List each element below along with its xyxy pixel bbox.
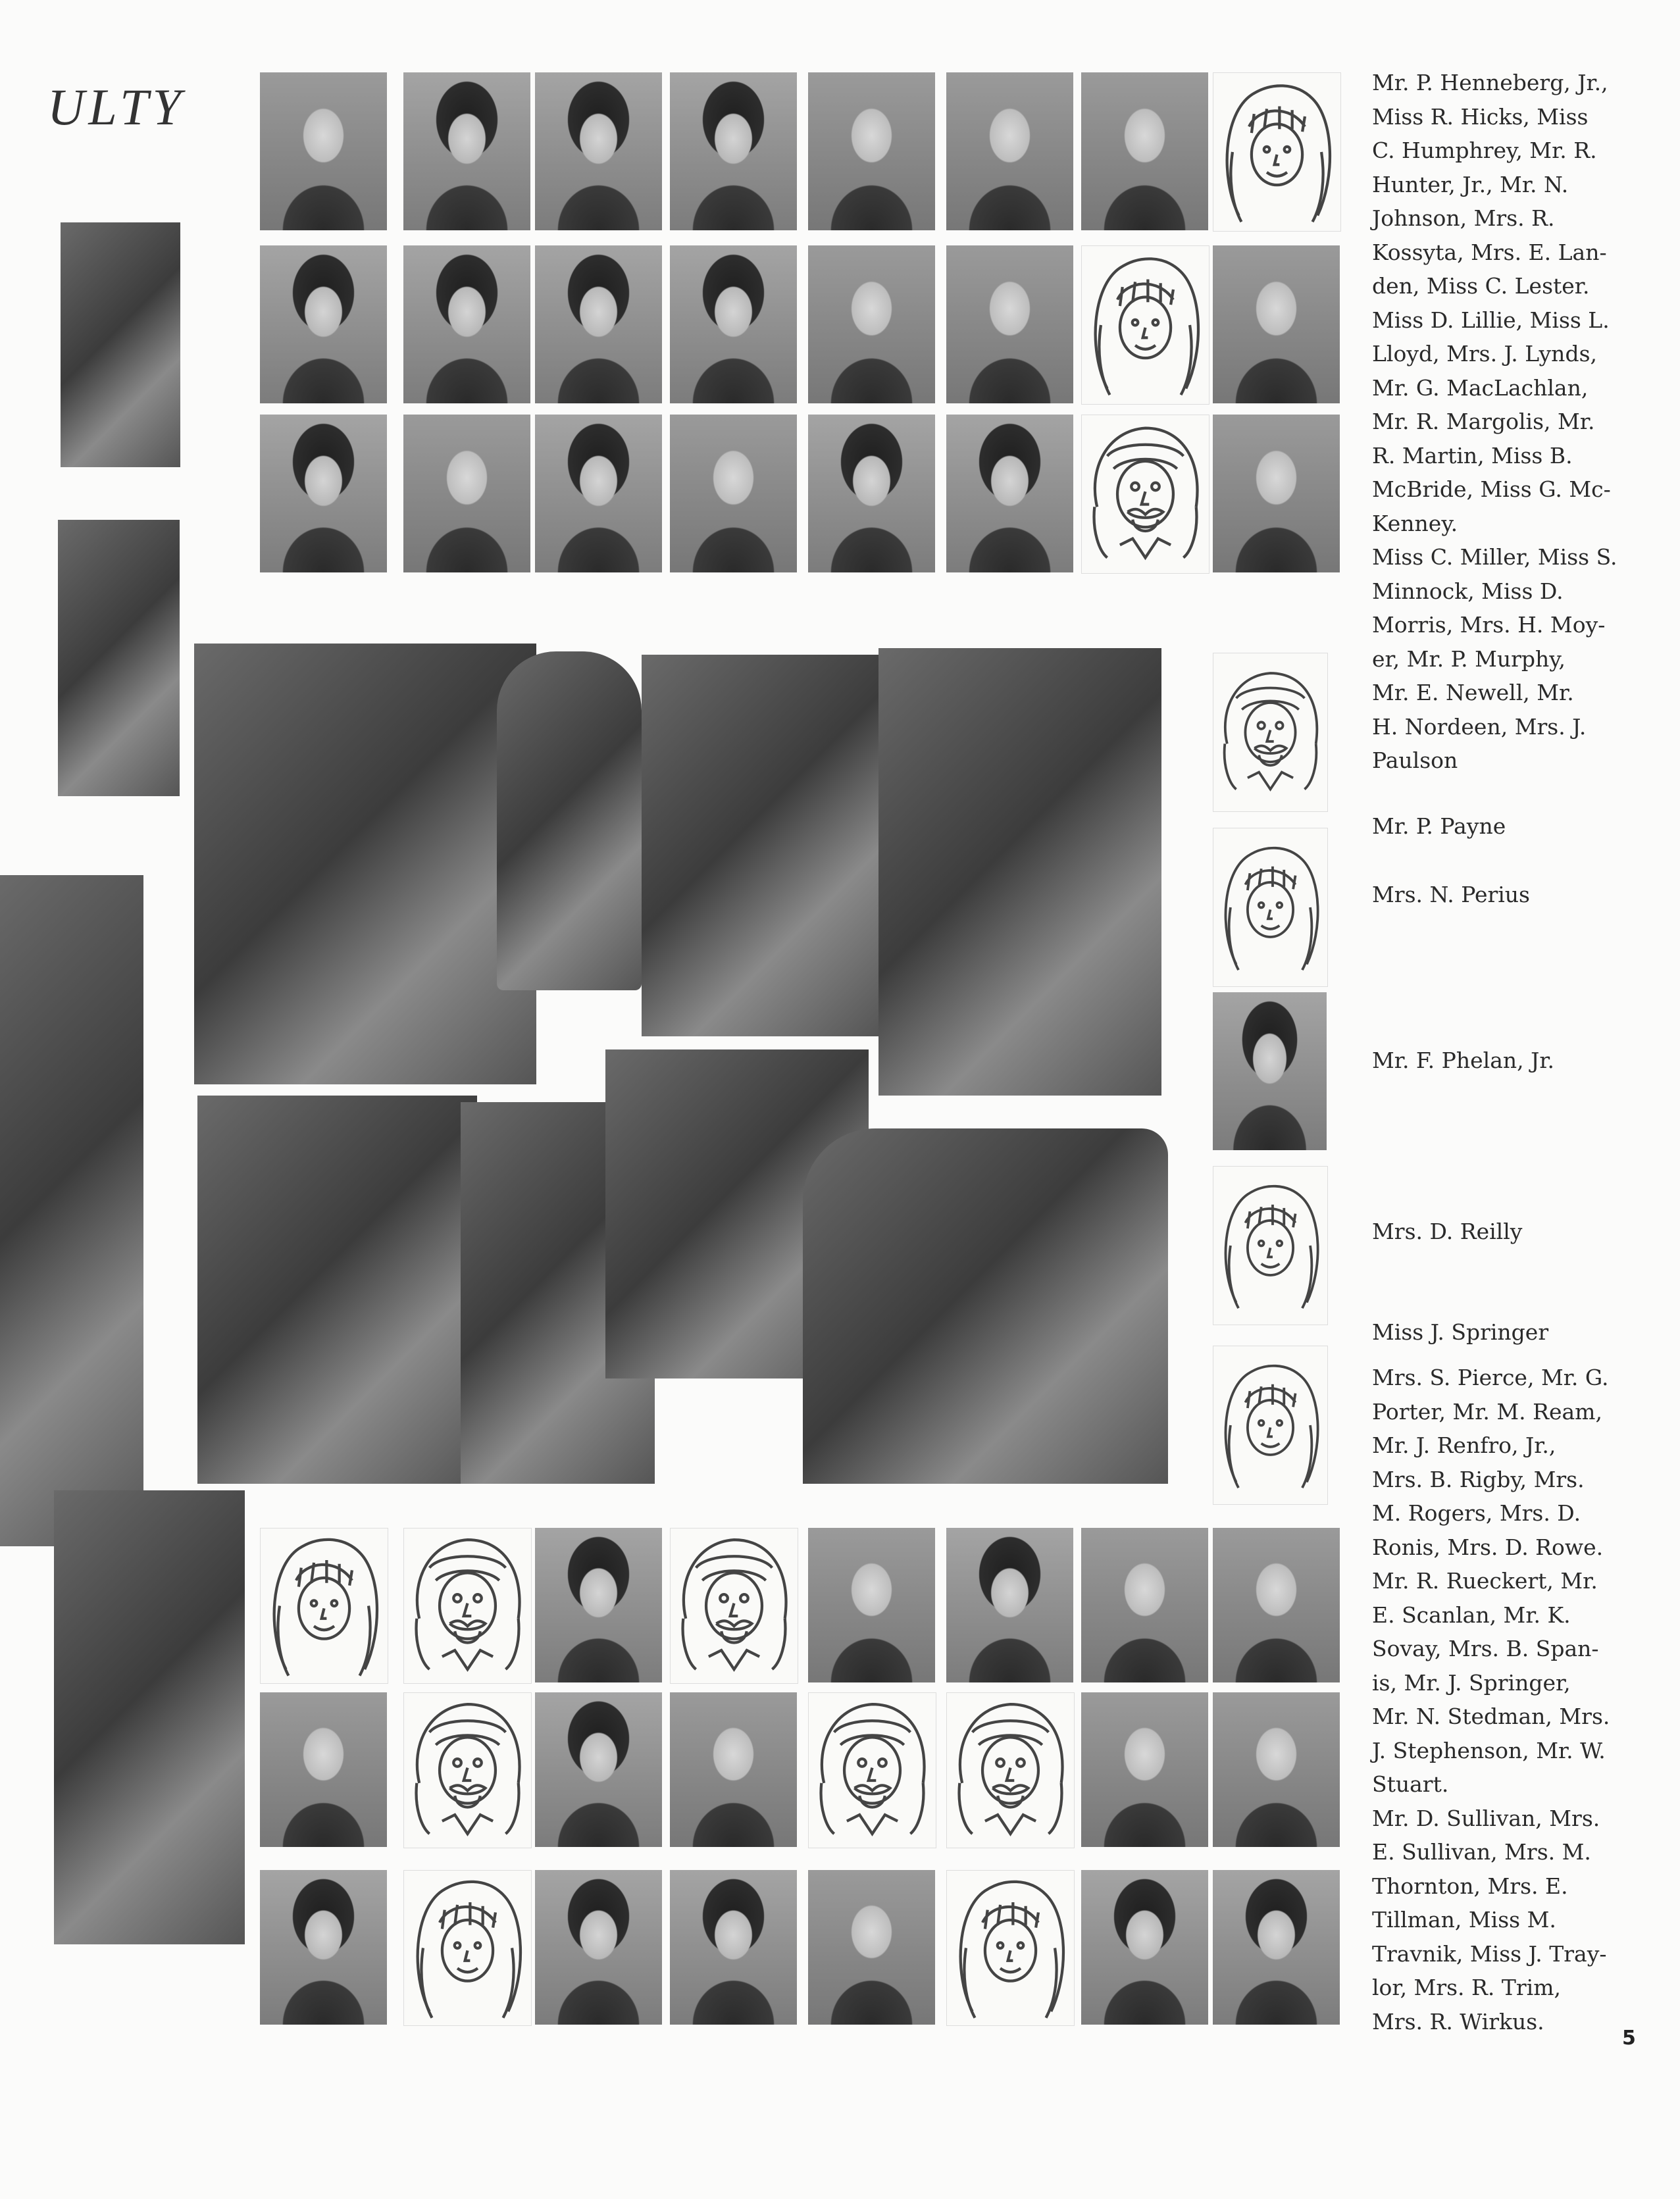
names-top-line: er, Mr. P. Murphy, bbox=[1372, 645, 1566, 672]
names-top-line: Mr. G. MacLachlan, bbox=[1372, 374, 1589, 401]
names-bottom-block bbox=[1372, 1361, 1662, 2038]
names-bottom-line: J. Stephenson, Mr. W. bbox=[1372, 1737, 1606, 1763]
names-bottom-line: E. Scanlan, Mr. K. bbox=[1372, 1602, 1571, 1628]
top-grid-portrait-photo bbox=[1213, 245, 1340, 403]
page-title: ULTY bbox=[47, 78, 185, 136]
names-top-block bbox=[1372, 66, 1662, 778]
bottom-grid-sketch-male bbox=[670, 1528, 798, 1684]
bottom-grid-portrait-photo bbox=[535, 1528, 662, 1682]
top-grid-portrait-photo bbox=[808, 415, 935, 572]
bottom-grid-portrait-photo bbox=[535, 1692, 662, 1847]
side-column-sketch-female bbox=[1213, 1166, 1328, 1325]
names-top-line: Miss R. Hicks, Miss bbox=[1372, 103, 1589, 130]
top-grid-portrait-photo bbox=[1081, 72, 1208, 230]
names-top-line: C. Humphrey, Mr. R. bbox=[1372, 138, 1597, 163]
bottom-grid-portrait-photo bbox=[260, 1870, 387, 2025]
names-bottom-line: E. Sullivan, Mrs. M. bbox=[1372, 1839, 1591, 1865]
candid-photo-woman-holding-paper bbox=[61, 222, 180, 467]
bottom-grid-portrait-photo bbox=[1213, 1870, 1340, 2025]
bottom-grid-sketch-male bbox=[403, 1528, 532, 1684]
names-bottom-line: Mrs. R. Wirkus. bbox=[1372, 2008, 1544, 2035]
names-top-line: Morris, Mrs. H. Moy- bbox=[1372, 612, 1606, 638]
label-perius: Mrs. N. Perius bbox=[1372, 882, 1530, 907]
bottom-grid-portrait-photo bbox=[670, 1870, 797, 2025]
bottom-grid-portrait-photo bbox=[670, 1692, 797, 1847]
names-bottom-line: Sovay, Mrs. B. Span- bbox=[1372, 1636, 1599, 1661]
top-grid-portrait-photo bbox=[1213, 415, 1340, 572]
names-bottom-line: M. Rogers, Mrs. D. bbox=[1372, 1500, 1581, 1526]
bottom-grid-sketch-female bbox=[260, 1528, 388, 1684]
bottom-grid-portrait-photo bbox=[808, 1870, 935, 2025]
candid-photo-partial-left-large bbox=[0, 875, 143, 1546]
label-springer: Miss J. Springer bbox=[1372, 1319, 1549, 1345]
bottom-grid-sketch-male bbox=[946, 1692, 1075, 1848]
top-grid-portrait-photo bbox=[535, 415, 662, 572]
top-grid-portrait-photo bbox=[260, 245, 387, 403]
names-bottom-line: Travnik, Miss J. Tray- bbox=[1372, 1940, 1607, 1967]
names-bottom-line: Mr. D. Sullivan, Mrs. bbox=[1372, 1805, 1600, 1831]
top-grid-sketch-female bbox=[1081, 245, 1209, 405]
names-bottom-line: Mr. R. Rueckert, Mr. bbox=[1372, 1568, 1598, 1594]
side-column-sketch-female bbox=[1213, 1346, 1328, 1505]
top-grid-portrait-photo bbox=[946, 245, 1073, 403]
bottom-grid-portrait-photo bbox=[260, 1692, 387, 1847]
bottom-grid-portrait-photo bbox=[808, 1528, 935, 1682]
candid-photo-partial-left bbox=[58, 520, 180, 796]
names-top-line: Miss D. Lillie, Miss L. bbox=[1372, 307, 1610, 333]
top-grid-sketch-male bbox=[1081, 415, 1209, 574]
top-grid-portrait-photo bbox=[403, 245, 530, 403]
top-grid-portrait-photo bbox=[946, 72, 1073, 230]
top-grid-portrait-photo bbox=[946, 415, 1073, 572]
names-bottom-line: Mrs. B. Rigby, Mrs. bbox=[1372, 1466, 1585, 1492]
top-grid-portrait-photo bbox=[670, 415, 797, 572]
bottom-grid-portrait-photo bbox=[535, 1870, 662, 2025]
side-column-portrait-photo bbox=[1213, 992, 1327, 1150]
label-reilly: Mrs. D. Reilly bbox=[1372, 1219, 1523, 1244]
top-grid-portrait-photo bbox=[535, 72, 662, 230]
names-top-line: Mr. R. Margolis, Mr. bbox=[1372, 409, 1595, 434]
candid-photo-woman-portrait bbox=[54, 1490, 245, 1944]
names-top-line: McBride, Miss G. Mc- bbox=[1372, 476, 1611, 502]
top-grid-portrait-photo bbox=[808, 72, 935, 230]
top-grid-portrait-photo bbox=[670, 245, 797, 403]
names-bottom-line: Mrs. S. Pierce, Mr. G. bbox=[1372, 1365, 1609, 1390]
candid-photo-woman-on-phone bbox=[878, 648, 1161, 1096]
candid-photo-women-at-counter bbox=[803, 1128, 1168, 1484]
names-bottom-line: Mr. J. Renfro, Jr., bbox=[1372, 1432, 1556, 1458]
names-top-line: Kossyta, Mrs. E. Lan- bbox=[1372, 239, 1607, 265]
names-top-line: den, Miss C. Lester. bbox=[1372, 273, 1590, 299]
names-bottom-line: Thornton, Mrs. E. bbox=[1372, 1873, 1568, 1899]
side-column-sketch-female bbox=[1213, 828, 1328, 987]
names-bottom-line: Stuart. bbox=[1372, 1771, 1449, 1797]
top-grid-portrait-photo bbox=[670, 72, 797, 230]
top-grid-portrait-photo bbox=[260, 72, 387, 230]
names-top-line: Johnson, Mrs. R. bbox=[1372, 205, 1555, 231]
names-bottom-line: lor, Mrs. R. Trim, bbox=[1372, 1975, 1561, 2000]
names-top-line: Mr. P. Henneberg, Jr., bbox=[1372, 70, 1608, 95]
names-top-line: Minnock, Miss D. bbox=[1372, 578, 1564, 604]
bottom-grid-sketch-female bbox=[403, 1870, 532, 2026]
bottom-grid-portrait-photo bbox=[1081, 1528, 1208, 1682]
label-payne: Mr. P. Payne bbox=[1372, 813, 1506, 839]
top-grid-portrait-photo bbox=[260, 415, 387, 572]
top-grid-portrait-photo bbox=[535, 245, 662, 403]
bottom-grid-portrait-photo bbox=[946, 1528, 1073, 1682]
names-top-line: Lloyd, Mrs. J. Lynds, bbox=[1372, 341, 1597, 366]
top-grid-portrait-photo bbox=[403, 72, 530, 230]
candid-photo-man-with-tie bbox=[642, 655, 878, 1036]
names-bottom-line: Tillman, Miss M. bbox=[1372, 1907, 1556, 1933]
side-column-sketch-male bbox=[1213, 653, 1328, 812]
names-top-line: Mr. E. Newell, Mr. bbox=[1372, 680, 1574, 705]
top-grid-portrait-photo bbox=[403, 415, 530, 572]
names-top-line: H. Nordeen, Mrs. J. bbox=[1372, 713, 1587, 740]
names-bottom-line: Mr. N. Stedman, Mrs. bbox=[1372, 1704, 1610, 1729]
label-phelan: Mr. F. Phelan, Jr. bbox=[1372, 1048, 1554, 1073]
bottom-grid-portrait-photo bbox=[1213, 1528, 1340, 1682]
candid-photo-man-at-desk bbox=[194, 644, 536, 1084]
bottom-grid-portrait-photo bbox=[1213, 1692, 1340, 1847]
candid-photo-woman-smiling bbox=[197, 1096, 477, 1484]
names-bottom-line: Ronis, Mrs. D. Rowe. bbox=[1372, 1534, 1604, 1560]
bottom-grid-portrait-photo bbox=[1081, 1870, 1208, 2025]
page-number: 5 bbox=[1622, 2027, 1636, 2050]
names-bottom-line: Porter, Mr. M. Ream, bbox=[1372, 1398, 1602, 1425]
names-top-line: Miss C. Miller, Miss S. bbox=[1372, 544, 1617, 570]
names-bottom-line: is, Mr. J. Springer, bbox=[1372, 1669, 1571, 1696]
names-top-line: R. Martin, Miss B. bbox=[1372, 442, 1573, 468]
candid-photo-woman-standing bbox=[497, 651, 642, 990]
names-top-line: Kenney. bbox=[1372, 510, 1458, 536]
bottom-grid-sketch-male bbox=[808, 1692, 936, 1848]
bottom-grid-portrait-photo bbox=[1081, 1692, 1208, 1847]
top-grid-portrait-photo bbox=[808, 245, 935, 403]
bottom-grid-sketch-female bbox=[946, 1870, 1075, 2026]
top-grid-sketch-female bbox=[1213, 72, 1341, 232]
names-top-line: Hunter, Jr., Mr. N. bbox=[1372, 171, 1569, 197]
bottom-grid-sketch-male bbox=[403, 1692, 532, 1848]
names-top-line: Paulson bbox=[1372, 747, 1458, 773]
